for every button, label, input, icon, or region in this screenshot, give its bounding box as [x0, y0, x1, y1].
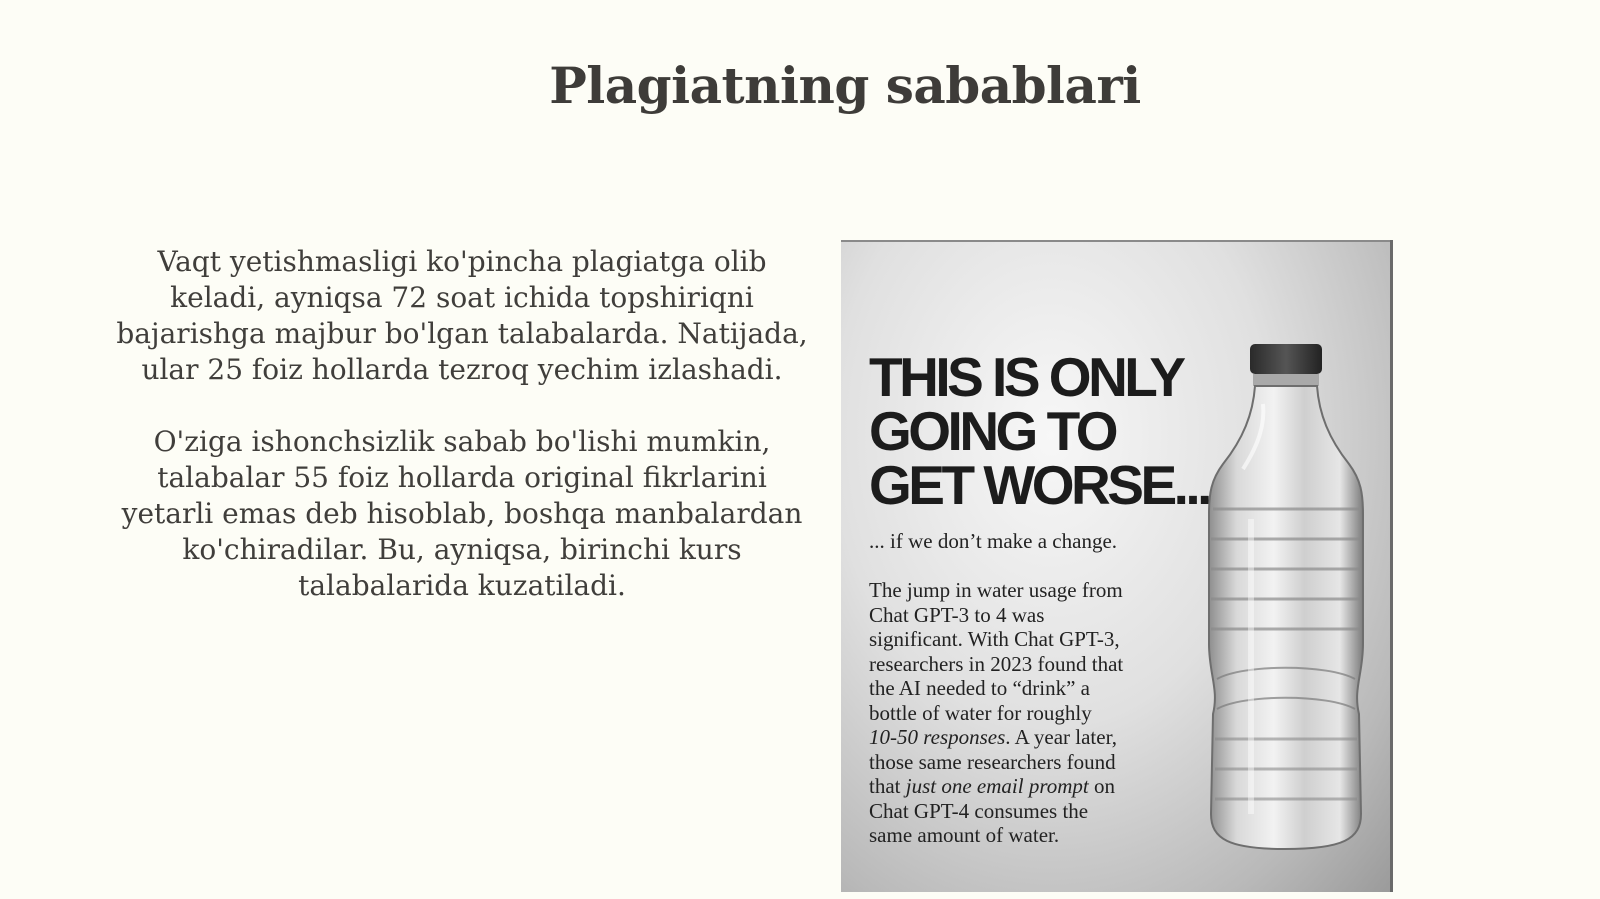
poster-body-line: researchers in 2023 found that: [869, 651, 1124, 676]
poster-headline-line: THIS IS ONLY: [869, 346, 1183, 408]
poster-headline-line: GET WORSE...: [869, 454, 1209, 516]
poster-body-line: bottle of water for roughly: [869, 700, 1092, 725]
poster-body-line: same amount of water.: [869, 823, 1060, 847]
poster-body-line: 10-50 responses. A year later,: [869, 725, 1117, 749]
poster-emphasis: 10-50 responses: [869, 725, 1006, 749]
slide-title: Plagiatning sabablari: [549, 56, 1141, 115]
poster-subhead: ... if we don’t make a change.: [869, 529, 1118, 553]
slide-body: [112, 244, 812, 640]
poster-body-line: those same researchers found: [869, 749, 1116, 774]
poster-emphasis: just one email prompt: [905, 774, 1089, 798]
poster-body-line: Chat GPT-3 to 4 was: [869, 602, 1045, 627]
poster-body: [869, 578, 1189, 848]
poster-headline-line: GOING TO: [869, 400, 1116, 462]
poster-body-line: significant. With Chat GPT-3,: [869, 627, 1120, 651]
water-usage-poster-image: [841, 240, 1393, 892]
poster-body-line: that just one email prompt on: [869, 774, 1115, 798]
poster-body-line: The jump in water usage from: [869, 578, 1123, 602]
poster-headline: [869, 346, 1209, 516]
poster-body-line: Chat GPT-4 consumes the: [869, 798, 1089, 823]
paragraph-self-doubt: O'ziga ishonchsizlik sabab bo'lishi mumkin, talabalar 55 foiz hollarda original fikrlarini yetarli emas deb hisoblab, boshqa manbalardan ko'chiradilar. Bu, ayniqsa, birinchi kurs talabalarida kuzatiladi.: [121, 425, 803, 602]
paragraph-time-shortage: Vaqt yetishmasligi ko'pincha plagiatga olib keladi, ayniqsa 72 soat ichida topshiriqni bajarishga majbur bo'lgan talabalarda. Natijada, ular 25 foiz hollarda tezroq yechim izlashadi.: [116, 245, 808, 386]
water-bottle-icon: [1203, 344, 1368, 854]
poster-body-line: the AI needed to “drink” a: [869, 676, 1090, 700]
